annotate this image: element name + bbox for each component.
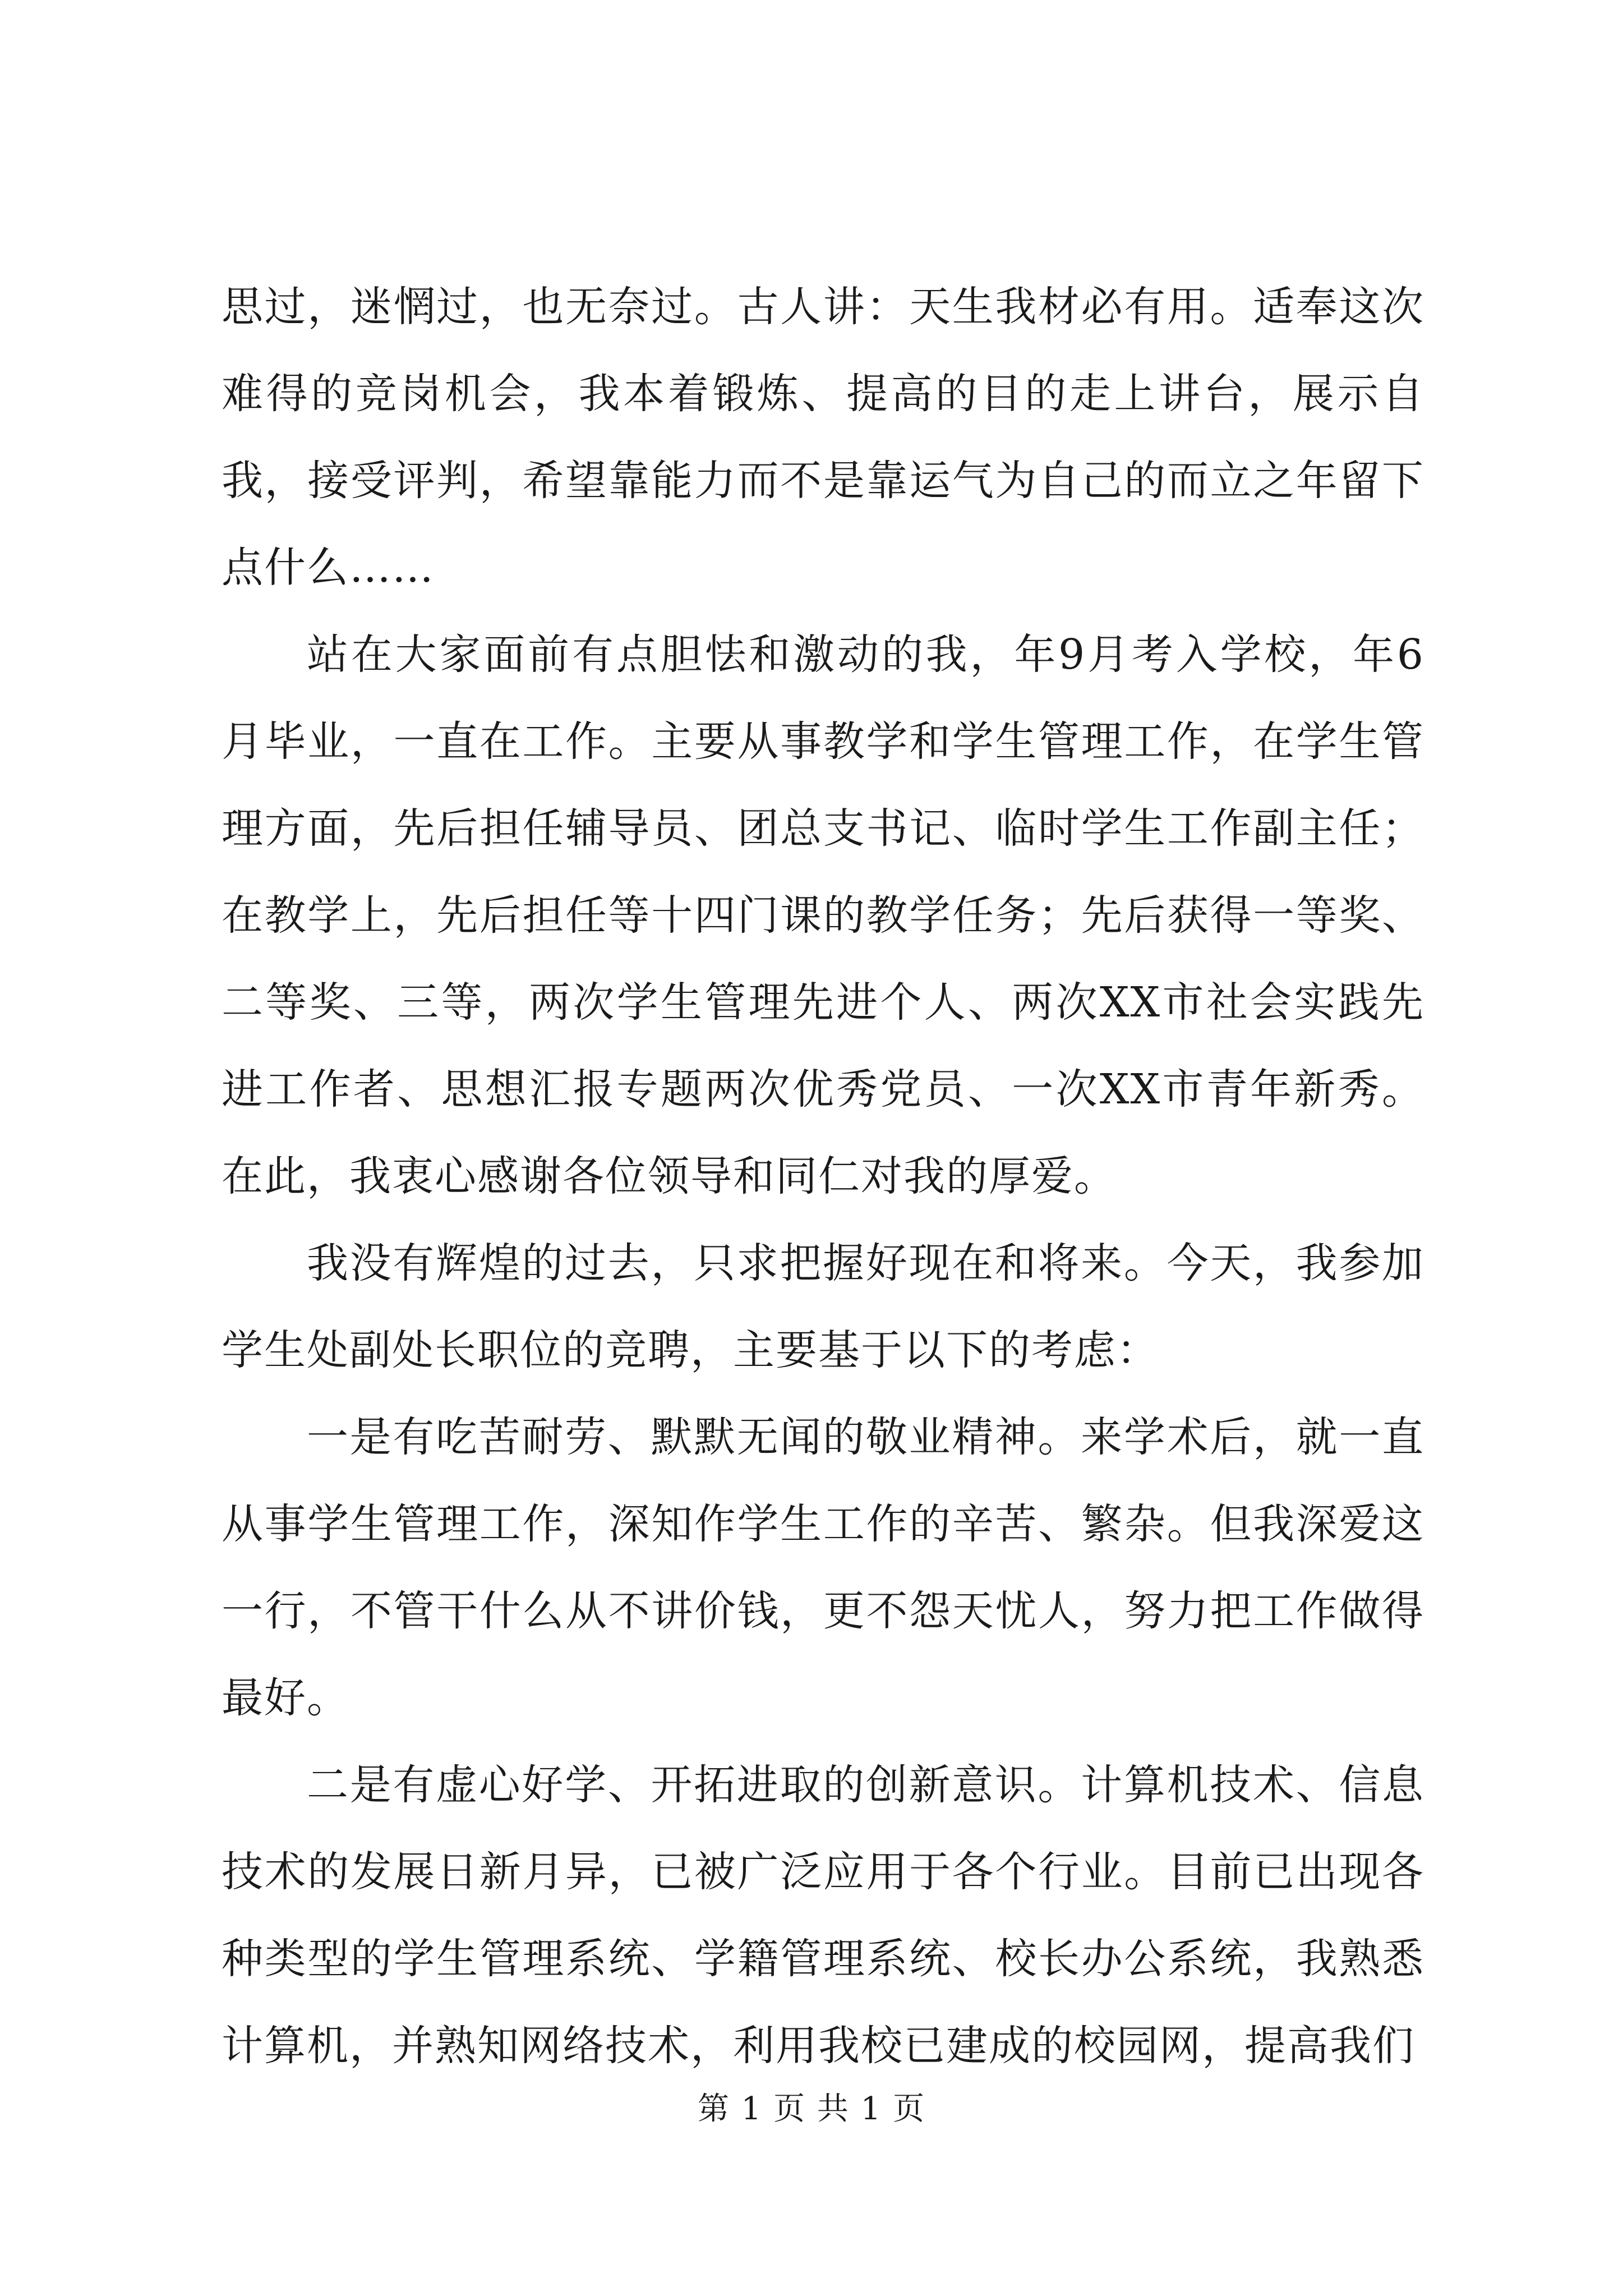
paragraph-2: 站在大家面前有点胆怯和激动的我，年9月考入学校，年6月毕业，一直在工作。主要从事教学和学生管理工作，在学生管理方面，先后担任辅导员、团总支书记、临时学生工作副主任；在教学上，先后担任等十四门课的教学任务；先后获得一等奖、二等奖、三等，两次学生管理先进个人、两次XX市社会实践先进工作者、思想汇报专题两次优秀党员、一次XX市青年新秀。在此，我衷心感谢各位领导和同仁对我的厚爱。 [222,631,1424,1200]
paragraph-5: 二是有虚心好学、开拓进取的创新意识。计算机技术、信息技术的发展日新月异，已被广泛应用于各个行业。目前已出现各种类型的学生管理系统、学籍管理系统、校长办公系统，我熟悉计算机，并熟知网络技术，利用我校已建成的校园网，提高我们 [222,1761,1424,2070]
document-body [222,264,1424,2090]
paragraph-3: 我没有辉煌的过去，只求把握好现在和将来。今天，我参加学生处副处长职位的竞聘，主要基于以下的考虑： [222,1239,1424,1374]
page-footer: 第 1 页 共 1 页 [697,2091,926,2127]
paragraph-4: 一是有吃苦耐劳、默默无闻的敬业精神。来学术后，就一直从事学生管理工作，深知作学生工作的辛苦、繁杂。但我深爱这一行，不管干什么从不讲价钱，更不怨天忧人，努力把工作做得最好。 [222,1413,1424,1722]
paragraph-1: 思过，迷惘过，也无奈过。古人讲：天生我材必有用。适奉这次难得的竞岗机会，我本着锻炼、提高的目的走上讲台，展示自我，接受评判，希望靠能力而不是靠运气为自己的而立之年留下点什么…… [222,283,1424,592]
